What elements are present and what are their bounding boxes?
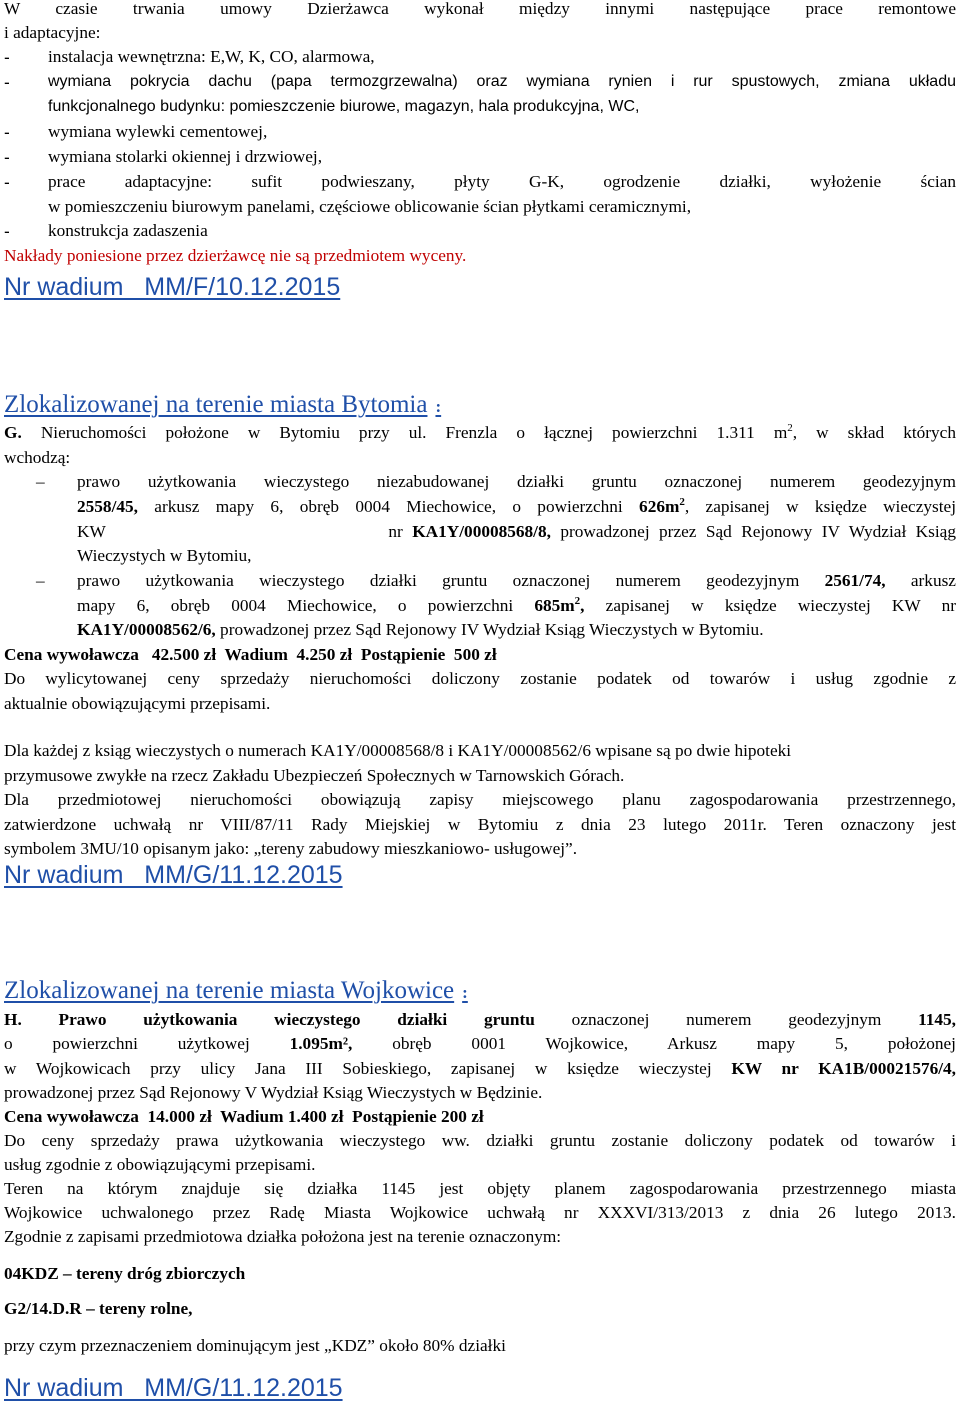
area-value: 1.095m², bbox=[289, 1034, 353, 1053]
list-item: funkcjonalnego budynku: pomieszczenie biurowe, magazyn, hala produkcyjna, WC, bbox=[48, 98, 640, 115]
list-text: mapy 6, obręb 0004 Miechowice, o powierzchni bbox=[77, 596, 535, 615]
property-line: prowadzonej przez Sąd Rejonowy V Wydział Ksiąg Wieczystych w Będzinie. bbox=[4, 1083, 543, 1102]
list-dash: – bbox=[36, 472, 45, 491]
property-text: obręb 0001 Wojkowice, Arkusz mapy 5, położonej bbox=[352, 1034, 956, 1053]
section-heading bbox=[4, 390, 956, 422]
list-item bbox=[77, 569, 956, 594]
section-heading-colon: : bbox=[435, 397, 442, 416]
tax-line: Do wylicytowanej ceny sprzedaży nieruchomości doliczony zostanie podatek od towarów i usług zgodnie z bbox=[4, 669, 956, 688]
list-text: arkusz mapy 6, obręb 0004 Miechowice, o powierzchni bbox=[137, 497, 640, 516]
intro-line: i adaptacyjne: bbox=[4, 23, 101, 42]
superscript: 2 bbox=[574, 595, 581, 608]
section-heading-colon: : bbox=[462, 983, 468, 1002]
property-line bbox=[4, 1032, 956, 1057]
dominant-line: przy czym przeznaczeniem dominującym jest „KDZ” około 80% działki bbox=[4, 1336, 506, 1355]
list-dash: - bbox=[4, 221, 10, 241]
comma: , bbox=[580, 596, 585, 615]
section-heading-text: Zlokalizowanej na terenie miasta Bytomia bbox=[4, 391, 428, 418]
tax-line: usług zgodnie z obowiązującymi przepisami. bbox=[4, 1155, 316, 1174]
property-line bbox=[4, 421, 956, 446]
property-line: wchodzą: bbox=[4, 448, 71, 467]
tax-line: aktualnie obowiązującymi przepisami. bbox=[4, 694, 271, 713]
list-text: prowadzonej przez Sąd Rejonowy IV Wydział Ksiąg Wieczystych w Bytomiu. bbox=[215, 620, 764, 639]
list-text: prowadzonej przez Sąd Rejonowy IV Wydział Ksiąg bbox=[550, 522, 956, 541]
superscript: 2 bbox=[679, 496, 685, 509]
list-text: zapisanej w księdze wieczystej KW nr bbox=[584, 596, 956, 615]
list-text: KW nr bbox=[77, 522, 413, 541]
intro-line: W czasie trwania umowy Dzierżawca wykonał między innymi następujące prace remontowe bbox=[4, 0, 956, 18]
list-item: w pomieszczeniu biurowym panelami, częściowe oblicowanie ścian płytkami ceramicznymi, bbox=[48, 197, 692, 216]
price-line: Cena wywoławcza 14.000 zł Wadium 1.400 zł Postąpienie 200 zł bbox=[4, 1107, 484, 1126]
list-item bbox=[77, 618, 956, 643]
parcel-number: 2558/45, bbox=[77, 497, 138, 516]
plan-line: Teren na którym znajduje się działka 1145 jest objęty planem zagospodarowania przestrzennego miasta bbox=[4, 1179, 956, 1198]
list-dash: - bbox=[4, 72, 10, 92]
price-line: Cena wywoławcza 42.500 zł Wadium 4.250 zł Postąpienie 500 zł bbox=[4, 645, 497, 664]
property-text: o powierzchni użytkowej bbox=[4, 1034, 290, 1053]
property-title: H. Prawo użytkowania wieczystego działki gruntu bbox=[4, 1010, 535, 1029]
list-dash: - bbox=[4, 172, 10, 192]
mortgage-line: przymusowe zwykłe na rzecz Zakładu Ubezpieczeń Społecznych w Tarnowskich Górach. bbox=[4, 766, 625, 785]
wadium-number: Nr wadium MM/G/11.12.2015 bbox=[4, 1374, 343, 1402]
parcel-number: 1145, bbox=[918, 1010, 956, 1029]
list-text: prawo użytkowania wieczystego działki gruntu oznaczonej numerem geodezyjnym bbox=[77, 571, 825, 590]
parcel-number: 2561/74, bbox=[824, 571, 886, 590]
property-line bbox=[4, 1057, 956, 1082]
list-item: wymiana pokrycia dachu (papa termozgrzewalna) oraz wymiana rynien i rur spustowych, zmiana układu bbox=[48, 73, 956, 90]
plan-line: Zgodnie z zapisami przedmiotowa działka położona jest na terenie oznaczonym: bbox=[4, 1227, 562, 1246]
list-item: instalacja wewnętrzna: E,W, K, CO, alarmowa, bbox=[48, 47, 375, 66]
zone-line: 04KDZ – tereny dróg zbiorczych bbox=[4, 1264, 246, 1283]
kw-number: KA1Y/00008568/8, bbox=[412, 522, 551, 541]
list-dash: - bbox=[4, 122, 10, 142]
list-item: prace adaptacyjne: sufit podwieszany, płyty G-K, ogrodzenie działki, wyłożenie ścian bbox=[48, 172, 956, 191]
kw-number: KA1Y/00008562/6, bbox=[77, 620, 216, 639]
kw-number: KW nr KA1B/00021576/4, bbox=[731, 1059, 956, 1078]
list-item bbox=[77, 520, 956, 545]
list-text: arkusz bbox=[885, 571, 956, 590]
list-dash: - bbox=[4, 47, 10, 67]
area-value: 626m bbox=[639, 497, 680, 516]
property-line bbox=[4, 1008, 956, 1033]
plan-line: Dla przedmiotowej nieruchomości obowiązują zapisy miejscowego planu zagospodarowania przestrzennego, bbox=[4, 790, 956, 809]
list-item: wymiana stolarki okiennej i drzwiowej, bbox=[48, 147, 323, 166]
property-text: Nieruchomości położone w Bytomiu przy ul. Frenzla o łącznej powierzchni 1.311 m bbox=[21, 423, 788, 442]
note-red: Nakłady poniesione przez dzierżawcę nie są przedmiotem wyceny. bbox=[4, 246, 467, 265]
property-letter: G. bbox=[4, 423, 22, 442]
plan-line: zatwierdzone uchwałą nr VIII/87/11 Rady Miejskiej w Bytomiu z dnia 23 lutego 2011r. Teren oznaczony jest bbox=[4, 815, 956, 834]
list-text: , zapisanej w księdze wieczystej bbox=[684, 497, 957, 516]
area-value: 685m bbox=[534, 596, 575, 615]
zone-line: G2/14.D.R – tereny rolne, bbox=[4, 1299, 193, 1318]
list-item: Wieczystych w Bytomiu, bbox=[77, 546, 252, 565]
property-text: oznaczonej numerem geodezyjnym bbox=[534, 1010, 919, 1029]
property-text: w Wojkowicach przy ulicy Jana III Sobieskiego, zapisanej w księdze wieczystej bbox=[4, 1059, 732, 1078]
list-dash: - bbox=[4, 147, 10, 167]
mortgage-line: Dla każdej z ksiąg wieczystych o numerach KA1Y/00008568/8 i KA1Y/00008562/6 wpisane są po dwie hipoteki bbox=[4, 741, 792, 760]
tax-line: Do ceny sprzedaży prawa użytkowania wieczystego ww. działki gruntu zostanie doliczony podatek od towarów i bbox=[4, 1131, 956, 1150]
wadium-number: Nr wadium MM/F/10.12.2015 bbox=[4, 273, 341, 301]
list-item: konstrukcja zadaszenia bbox=[48, 221, 208, 240]
list-item: wymiana wylewki cementowej, bbox=[48, 122, 268, 141]
list-item: prawo użytkowania wieczystego niezabudowanej działki gruntu oznaczonej numerem geodezyjnym bbox=[77, 472, 956, 491]
property-text: , w skład których bbox=[792, 423, 956, 442]
wadium-number: Nr wadium MM/G/11.12.2015 bbox=[4, 861, 343, 889]
list-item bbox=[77, 594, 956, 619]
section-heading bbox=[4, 976, 956, 1008]
list-dash: – bbox=[36, 571, 45, 590]
superscript: 2 bbox=[787, 422, 793, 435]
list-item bbox=[77, 495, 956, 520]
section-heading-text: Zlokalizowanej na terenie miasta Wojkowice bbox=[4, 977, 455, 1004]
plan-line: symbolem 3MU/10 opisanym jako: „tereny zabudowy mieszkaniowo- usługowej”. bbox=[4, 839, 578, 858]
plan-line: Wojkowice uchwalonego przez Radę Miasta Wojkowice uchwałą nr XXXVI/313/2013 z dnia 26 lutego 2013. bbox=[4, 1203, 956, 1222]
